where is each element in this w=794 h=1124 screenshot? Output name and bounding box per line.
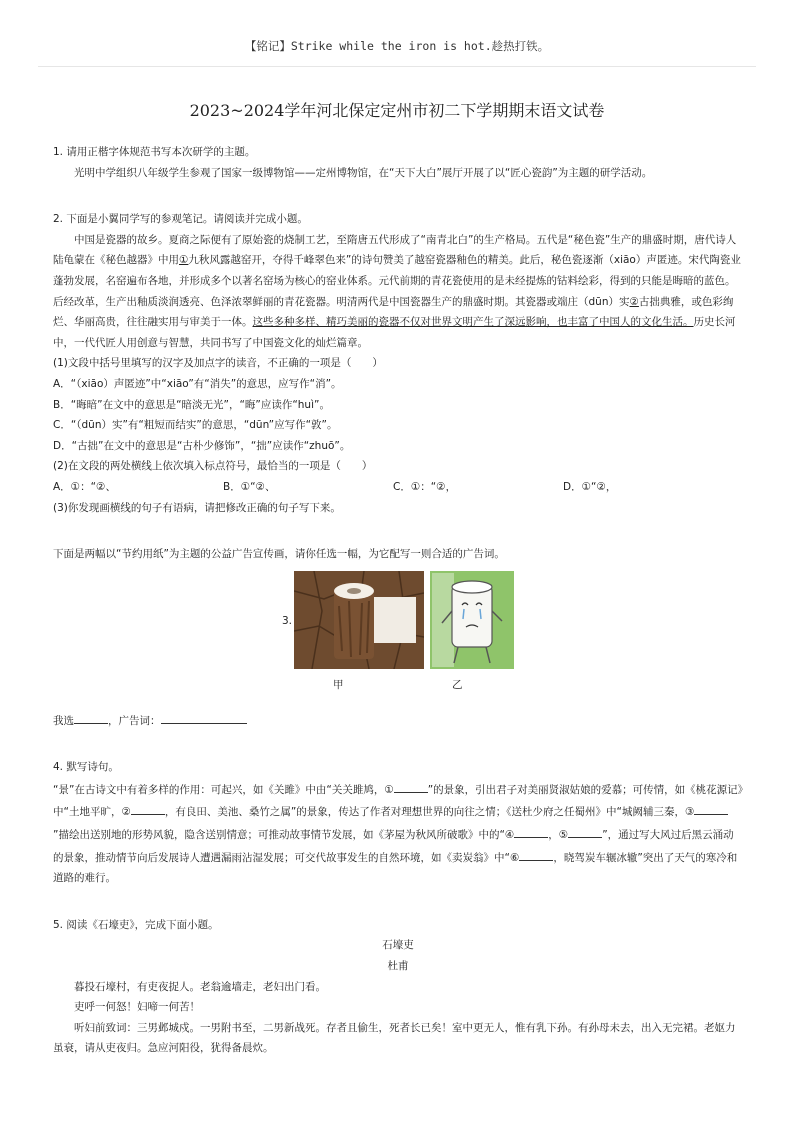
q1-text: 光明中学组织八年级学生参观了国家一级博物馆——定州博物馆，在“天下大白”展厅开展了以“匠心瓷韵”为主题的研学活动。	[74, 166, 653, 179]
q3-figures	[53, 571, 743, 709]
q3-choice-blank[interactable]	[74, 709, 108, 724]
q2-passage	[53, 230, 743, 354]
caption-yi: 乙	[452, 678, 463, 691]
q2-passage-b: 九秋风露越窑开，夺得千峰翠色来”的诗句赞美了越窑瓷器釉色的精美。此后，秘色瓷逐渐（xiāo）声匿迹。宋代陶瓷业蓬勃发展，名窑遍布各地，并形成多个以著名窑场为核心的窑业体系。元代前期的青花瓷使用的是未经提炼的钴料绘彩，得到的只能是晦暗的蓝色。后经改革，生产出釉质淡润透亮、色泽浓翠鲜丽的青花瓷器。明清两代是中国瓷器生产的鼎盛时期。其瓷器或端庄（dūn）实	[53, 254, 741, 308]
q2-sub2-options	[53, 477, 743, 498]
q2-passage-d: 历史长河中，一代代匠人用创意与智慧，共同书写了中国瓷文化的灿烂篇章。	[53, 316, 736, 349]
q2-blank-1: ①	[179, 254, 189, 267]
q5-stem: 5. 阅读《石壕吏》，完成下面小题。	[53, 918, 219, 931]
poem-line-3: 听妇前致词：三男邺城戍。一男附书至，二男新战死。存者且偷生，死者长已矣！室中更无人，惟有乳下孙。有孙母未去，出入无完裙。老妪力虽衰，请从吏夜归。急应河阳役，犹得备晨炊。	[53, 1021, 736, 1055]
q3-answer-mid: ，广告词：	[108, 714, 161, 727]
poster-yi-image	[430, 571, 514, 669]
q2-stem: 2. 下面是小翼同学写的参观笔记。请阅读并完成小题。	[53, 213, 308, 226]
q4-text-5: ，⑤	[548, 829, 569, 842]
q2-sub1-option-b: B．“晦暗”在文中的意思是“暗淡无光”，“晦”应读作“huì”。	[53, 398, 330, 411]
q4-stem: 4. 默写诗句。	[53, 761, 119, 774]
q2-sub2-option-c: C．①：“②，	[393, 480, 457, 493]
q2-passage-c: 古拙典雅，或色彩绚烂、华丽高贵，往往融实用与审美于一体。	[53, 295, 734, 329]
q2-sub2-option-b: B．①“②、	[223, 480, 276, 493]
q2-sub1-option-a: A．“（xiāo）声匿迹”中“xiāo”有“消失”的意思，应写作“消”。	[53, 377, 342, 390]
q4-text-6: ”，通过写大风过后黑云涌动的景象，推动情节向后发展诗人遭遇漏雨沾湿发展；可交代故事发生的自然环境，如《卖炭翁》中“⑥	[53, 829, 734, 864]
q4-text-7: ，晓驾炭车辗冰辙”突出了天气的寒冷和道路的难行。	[53, 851, 738, 885]
q3-slogan-blank[interactable]	[161, 709, 247, 724]
q2-passage-a: 中国是瓷器的故乡。夏商之际便有了原始瓷的烧制工艺，至隋唐五代形成了“南青北白”的生产格局。五代是“秘色瓷”生产的鼎盛时期，唐代诗人陆龟蒙在《秘色越器》中用	[53, 233, 737, 267]
q2-blank-2: ②	[629, 295, 639, 308]
q2-sub3: (3)你发现画横线的句子有语病，请把修改正确的句子写下来。	[53, 501, 341, 514]
q4-blank-4[interactable]	[514, 823, 548, 838]
q4-blank-5[interactable]	[568, 823, 602, 838]
q2-sub2-option-d: D．①“②，	[563, 480, 617, 493]
poem-author: 杜甫	[387, 960, 409, 973]
header-motto: 【铭记】Strike while the iron is hot.趁热打铁。	[244, 39, 550, 53]
q2-sub1-option-d: D．“古拙”在文中的意思是“古朴少修饰”，“拙”应读作“zhuō”。	[53, 439, 351, 452]
caption-jia: 甲	[333, 678, 344, 691]
exam-content	[53, 142, 743, 1059]
poem-line-1: 暮投石壕村，有吏夜捉人。老翁逾墙走，老妇出门看。	[74, 980, 326, 993]
exam-title: 2023~2024学年河北保定定州市初二下学期期末语文试卷	[189, 101, 605, 120]
poem-title: 石壕吏	[382, 939, 414, 952]
q3-answer-line	[53, 709, 743, 732]
q4-blank-2[interactable]	[131, 800, 165, 815]
q1-stem: 1. 请用正楷字体规范书写本次研学的主题。	[53, 146, 256, 158]
poem-line-2: 吏呼一何怒！妇啼一何苦！	[74, 1001, 200, 1014]
q3-number: 3.	[282, 614, 293, 627]
q2-sub2-option-a: A．①：“②、	[53, 480, 116, 493]
q4-blank-6[interactable]	[519, 846, 553, 861]
q4-blank-3[interactable]	[694, 800, 728, 815]
q4-text-3: ，有良田、美池、桑竹之属”的景象，传达了作者对理想世界的向往之情；《送杜少府之任蜀州》中“城阙辅三秦，③	[164, 806, 695, 819]
q4-text-4: ”描绘出送别地的形势风貌，隐含送别情意；可推动故事情节发展，如《茅屋为秋风所破歌》中的“④	[53, 829, 515, 842]
q4-text-2: ”的景象，引出君子对美丽贤淑姑娘的爱慕；可传情，如《桃花源记》中“土地平旷，②	[53, 783, 743, 819]
q2-sub2: (2)在文段的两处横线上依次填入标点符号，最恰当的一项是（ ）	[53, 460, 373, 473]
poster-jia-image	[294, 571, 424, 669]
q3-answer-prefix: 我选	[53, 714, 74, 727]
q4-text-1: “景”在古诗文中有着多样的作用：可起兴，如《关雎》中由“关关雎鸠，①	[53, 783, 394, 796]
q2-underlined-sentence: 这些多种多样、精巧美丽的瓷器不仅对世界文明产生了深远影响，也丰富了中国人的文化生活。	[252, 316, 694, 329]
q4-blank-1[interactable]	[394, 778, 428, 793]
q2-sub1-option-c: C．“（dūn）实”有“粗短而结实”的意思，“dūn”应写作“敦”。	[53, 419, 338, 432]
q4-text	[53, 778, 743, 889]
header-divider	[38, 66, 756, 67]
q3-intro: 下面是两幅以“节约用纸”为主题的公益广告宣传画，请你任选一幅，为它配写一则合适的广告词。	[53, 548, 505, 561]
q2-sub1: (1)文段中括号里填写的汉字及加点字的读音，不正确的一项是（ ）	[53, 357, 383, 370]
